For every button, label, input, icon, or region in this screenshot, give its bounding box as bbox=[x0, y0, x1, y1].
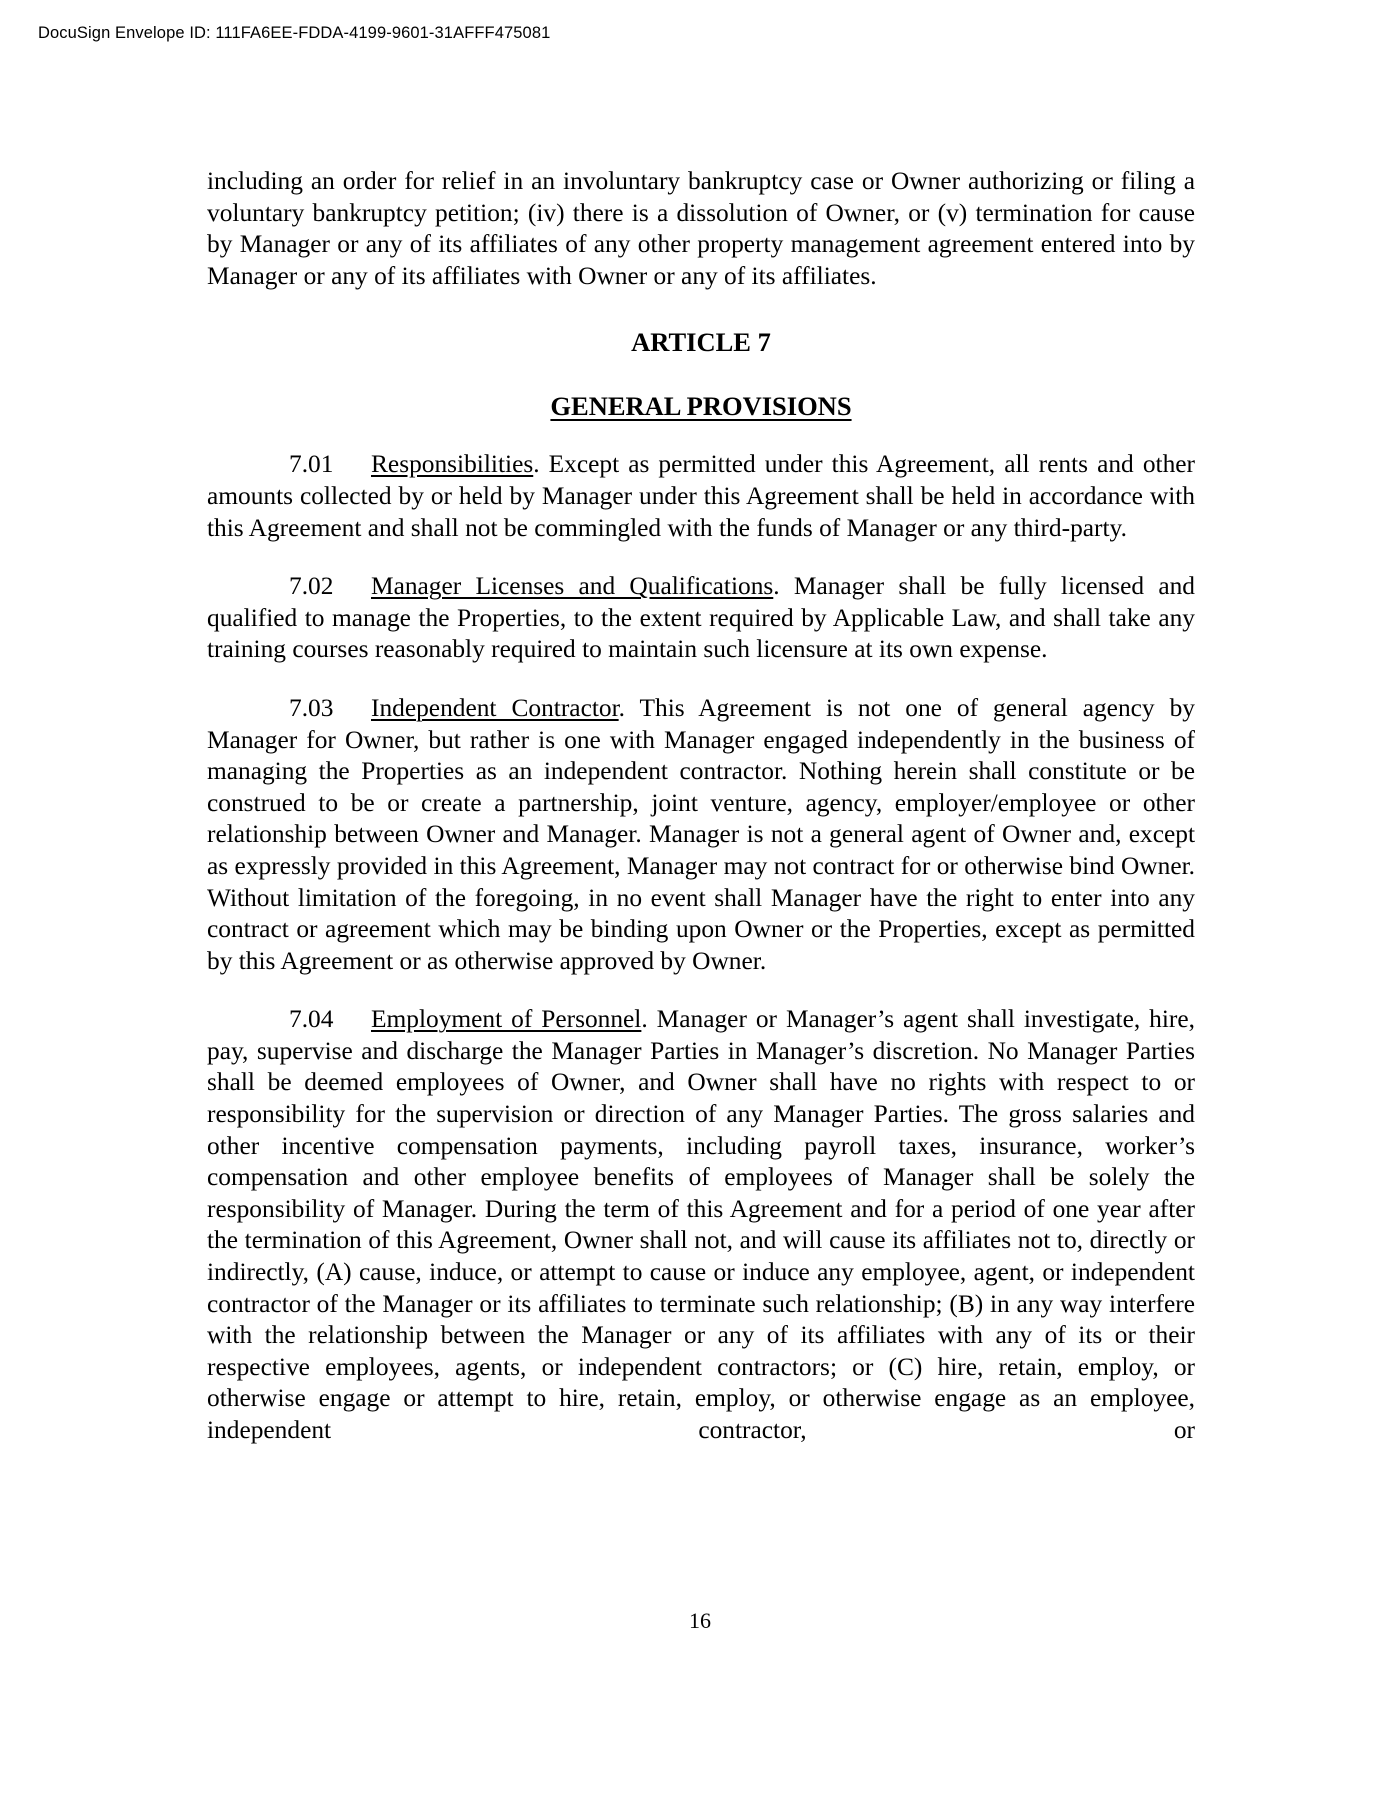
section-heading: Employment of Personnel bbox=[371, 1005, 642, 1034]
page-number: 16 bbox=[689, 1608, 711, 1633]
article-subtitle-text: GENERAL PROVISIONS bbox=[550, 391, 852, 422]
section-7-02 bbox=[207, 571, 1195, 666]
section-7-03 bbox=[207, 693, 1195, 977]
section-heading: Responsibilities bbox=[371, 450, 534, 479]
document-page-body bbox=[207, 166, 1195, 1447]
section-body: . This Agreement is not one of general agency by Manager for Owner, but rather is one with Manager engaged independently in the business of managing the Properties as an independent contractor. Nothing herein shall constitute or be construed to be or create a partnership, joint venture, agency, employer/employee or other relationship between Owner and Manager. Manager is not a general agent of Owner and, except as expressly provided in this Agreement, Manager may not contract for or otherwise bind Owner. Without limitation of the foregoing, in no event shall Manager have the right to enter into any contract or agreement which may be binding upon Owner or the Properties, except as permitted by this Agreement or as otherwise approved by Owner. bbox=[207, 693, 1195, 975]
section-heading: Manager Licenses and Qualifications bbox=[371, 572, 774, 601]
section-number: 7.02 bbox=[289, 572, 334, 601]
continuation-paragraph: including an order for relief in an involuntary bankruptcy case or Owner authorizing or filing a voluntary bankruptcy petition; (iv) there is a dissolution of Owner, or (v) termination for cause by Manager or any of its affiliates of any other property management agreement entered into by Manager or any of its affiliates with Owner or any of its affiliates. bbox=[207, 167, 1195, 290]
section-heading: Independent Contractor bbox=[371, 693, 619, 722]
section-body: . Except as permitted under this Agreement, all rents and other amounts collected by or held by Manager under this Agreement shall be held in accordance with this Agreement and shall not be commingled with the funds of Manager or any third-party. bbox=[207, 450, 1195, 542]
section-7-01 bbox=[207, 449, 1195, 544]
section-number: 7.04 bbox=[289, 1005, 334, 1034]
article-title: ARTICLE 7 bbox=[631, 327, 771, 358]
section-number: 7.01 bbox=[289, 450, 334, 479]
section-7-04 bbox=[207, 1004, 1195, 1446]
docusign-envelope-id: DocuSign Envelope ID: 111FA6EE-FDDA-4199-9601-31AFFF475081 bbox=[38, 24, 551, 42]
section-body: . Manager shall be fully licensed and qualified to manage the Properties, to the extent required by Applicable Law, and shall take any training courses reasonably required to maintain such licensure at its own expense. bbox=[207, 572, 1196, 664]
article-subtitle bbox=[207, 390, 1195, 422]
section-number: 7.03 bbox=[289, 693, 334, 722]
section-body: . Manager or Manager’s agent shall investigate, hire, pay, supervise and discharge the Manager Parties in Manager’s discretion. No Manager Parties shall be deemed employees of Owner, and Owner shall have no rights with respect to or responsibility for the supervision or direction of any Manager Parties. The gross salaries and other incentive compensation payments, including payroll taxes, insurance, worker’s compensation and other employee benefits of employees of Manager shall be solely the responsibility of Manager. During the term of this Agreement and for a period of one year after the termination of this Agreement, Owner shall not, and will cause its affiliates not to, directly or indirectly, (A) cause, induce, or attempt to cause or induce any employee, agent, or independent contractor of the Manager or its affiliates to terminate such relationship; (B) in any way interfere with the relationship between the Manager or any of its affiliates with any of its or their respective employees, agents, or independent contractors; or (C) hire, retain, employ, or otherwise engage or attempt to hire, retain, employ, or otherwise engage as an employee, independent contractor, or bbox=[207, 1005, 1196, 1444]
